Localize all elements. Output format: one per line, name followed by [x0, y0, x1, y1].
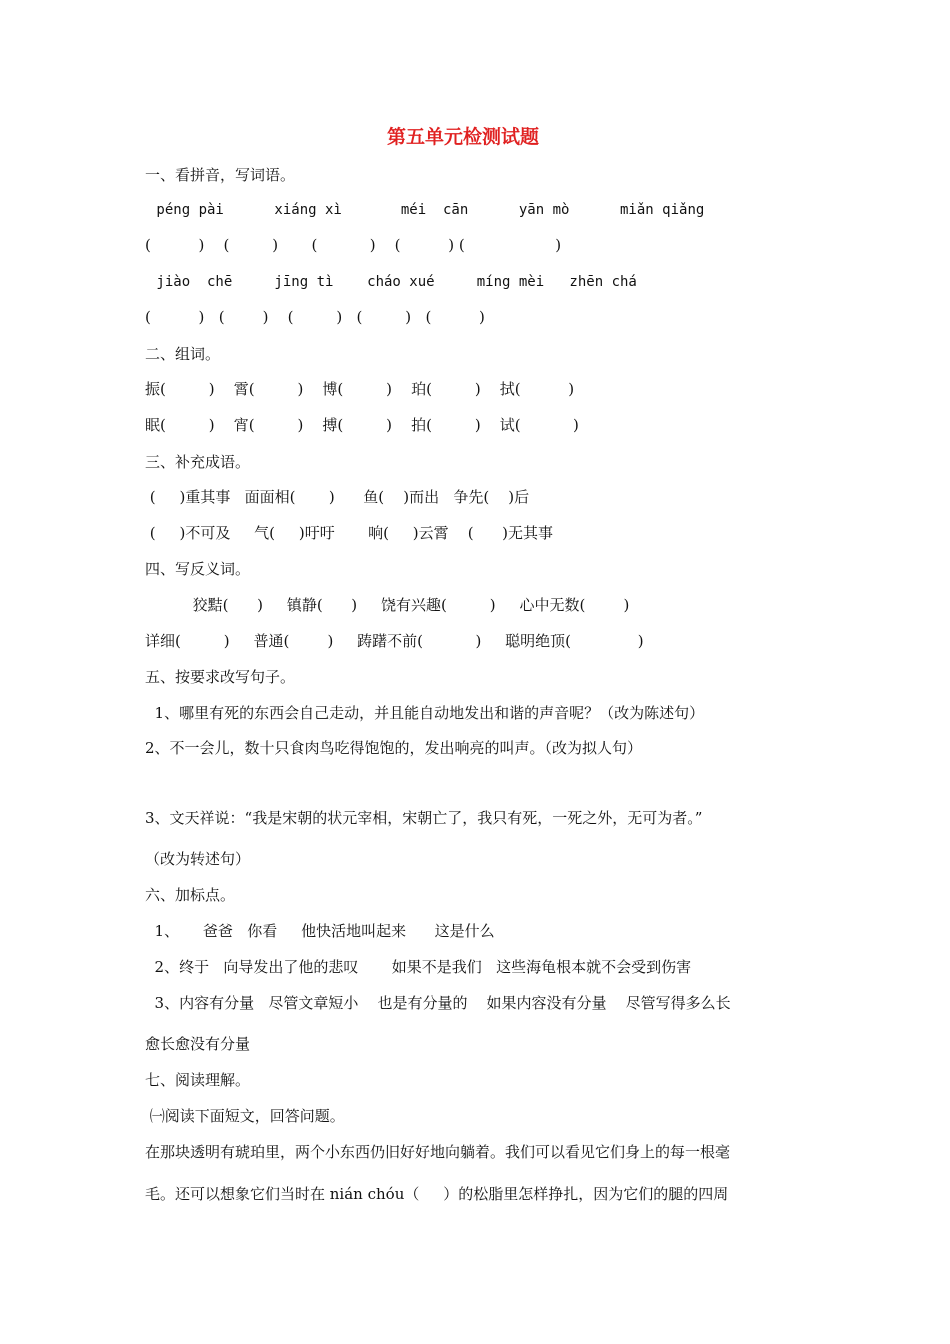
punctuation-question-3: 3、内容有分量 尽管文章短小 也是有分量的 如果内容没有分量 尽管写得多么长 [145, 994, 731, 1012]
punctuation-question-3-continued: 愈长愈没有分量 [145, 1035, 251, 1053]
section-2-heading: 二、组词。 [145, 345, 221, 363]
answer-blanks-row-1: ( ) ( ) ( ) ( ) ( ) [145, 236, 562, 254]
reading-passage-line-2: 毛。还可以想象它们当时在 nián chóu（ ）的松脂里怎样挣扎，因为它们的腿的四周 [145, 1185, 729, 1203]
section-4-heading: 四、写反义词。 [145, 560, 251, 578]
answer-blanks-row-2: ( ) ( ) ( ) ( ) ( ) [145, 308, 485, 326]
section-3-heading: 三、补充成语。 [145, 453, 251, 471]
idiom-row-1: ( )重其事 面面相( ) 鱼( )而出 争先( )后 [145, 488, 530, 506]
idiom-row-2: ( )不可及 气( )吁吁 响( )云霄 ( )无其事 [145, 524, 554, 542]
word-group-row-2: 眠( ) 宵( ) 搏( ) 拍( ) 试( ) [145, 416, 579, 434]
punctuation-question-2: 2、终于 向导发出了他的悲叹 如果不是我们 这些海龟根本就不会受到伤害 [145, 958, 692, 976]
pinyin-row-1: péng pài xiáng xì méi cān yān mò miǎn qiǎng [148, 202, 705, 218]
section-5-heading: 五、按要求改写句子。 [145, 668, 296, 686]
antonym-row-2: 详细( ) 普通( ) 踌躇不前( ) 聪明绝顶( ) [145, 632, 644, 650]
rewrite-question-3-instruction: （改为转述句） [145, 850, 251, 868]
section-1-heading: 一、看拼音，写词语。 [145, 166, 296, 184]
rewrite-question-1: 1、哪里有死的东西会自己走动，并且能自动地发出和谐的声音呢？（改为陈述句） [145, 704, 705, 722]
antonym-row-1: 狡黠( ) 镇静( ) 饶有兴趣( ) 心中无数( ) [145, 596, 630, 614]
punctuation-question-1: 1、 爸爸 你看 他快活地叫起来 这是什么 [145, 922, 495, 940]
section-7-heading: 七、阅读理解。 [145, 1071, 251, 1089]
page-title: 第五单元检测试题 [387, 126, 540, 148]
reading-passage-line-1: 在那块透明有琥珀里，两个小东西仍旧好好地向躺着。我们可以看见它们身上的每一根毫 [145, 1143, 731, 1161]
reading-subheading: ㈠阅读下面短文，回答问题。 [145, 1107, 345, 1125]
rewrite-question-3: 3、文天祥说：“我是宋朝的状元宰相，宋朝亡了，我只有死，一死之外，无可为者。” [145, 809, 703, 827]
word-group-row-1: 振( ) 霄( ) 博( ) 珀( ) 拭( ) [145, 380, 575, 398]
rewrite-question-2: 2、不一会儿，数十只食肉鸟吃得饱饱的，发出响亮的叫声。（改为拟人句） [145, 739, 643, 757]
pinyin-row-2: jiào chē jīng tì cháo xué míng mèi zhēn chá [148, 274, 637, 290]
section-6-heading: 六、加标点。 [145, 886, 236, 904]
